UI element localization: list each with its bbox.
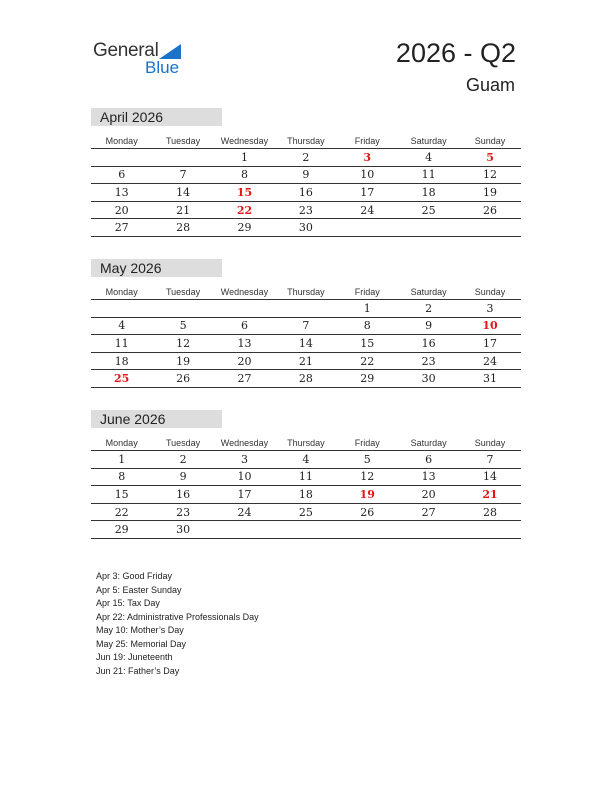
- day-cell: 18: [421, 185, 436, 199]
- weekday-label: Sunday: [474, 135, 506, 146]
- day-cell: 13: [237, 336, 252, 350]
- weekday-label: Friday: [354, 286, 380, 297]
- day-cell: 21: [298, 354, 313, 368]
- week-row: [91, 149, 521, 167]
- holiday-item: Apr 3: Good Friday: [96, 571, 173, 581]
- day-cell: 13: [114, 185, 129, 199]
- week-row: [91, 504, 521, 522]
- weekday-label: Thursday: [287, 286, 325, 297]
- month-may: [91, 259, 521, 388]
- weekday-label: Thursday: [287, 437, 325, 448]
- day-cell: 16: [176, 487, 191, 501]
- weekday-label: Tuesday: [165, 286, 201, 297]
- day-cell: 24: [360, 203, 375, 217]
- holiday-item: Jun 21: Father’s Day: [96, 665, 180, 676]
- day-cell: 20: [114, 203, 129, 217]
- day-cell: 28: [298, 372, 313, 386]
- day-cell: 22: [236, 203, 253, 217]
- day-cell: 19: [176, 354, 191, 368]
- day-cell: 14: [176, 185, 191, 199]
- week-row: [91, 202, 521, 220]
- week-row: [91, 335, 521, 353]
- weekday-label: Wednesday: [220, 437, 269, 448]
- day-cell: 3: [363, 150, 372, 164]
- day-cell: 28: [176, 221, 191, 235]
- day-cell: 23: [298, 203, 313, 217]
- day-cell: 27: [237, 372, 252, 386]
- day-cell: 11: [298, 470, 313, 484]
- day-cell: 11: [114, 336, 129, 350]
- day-cell: 17: [237, 487, 252, 501]
- week-row: [91, 318, 521, 336]
- holiday-item: Apr 15: Tax Day: [96, 598, 160, 608]
- day-cell: 19: [359, 487, 375, 501]
- day-cell: 23: [421, 354, 436, 368]
- weekday-label: Sunday: [474, 286, 506, 297]
- holiday-list: [96, 570, 259, 678]
- day-cell: 7: [486, 452, 494, 466]
- day-cell: 16: [298, 185, 313, 199]
- day-cell: 6: [240, 319, 248, 333]
- day-cell: 14: [298, 336, 313, 350]
- day-cell: 13: [421, 470, 436, 484]
- day-cell: 6: [425, 452, 433, 466]
- week-row: [91, 184, 521, 202]
- logo-text-general: General: [93, 40, 159, 61]
- month-title: May 2026: [91, 259, 222, 277]
- day-cell: 10: [237, 470, 252, 484]
- day-cell: 4: [302, 452, 310, 466]
- day-cell: 21: [176, 203, 191, 217]
- weekday-label: Monday: [105, 437, 138, 448]
- holiday-item: Apr 5: Easter Sunday: [96, 584, 182, 595]
- day-cell: 8: [118, 470, 126, 484]
- week-row: [91, 521, 521, 539]
- day-cell: 14: [483, 470, 498, 484]
- weekday-label: Saturday: [410, 437, 447, 448]
- day-cell: 9: [425, 319, 433, 333]
- day-cell: 27: [114, 221, 129, 235]
- month-title: April 2026: [91, 108, 222, 126]
- day-cell: 30: [176, 523, 191, 537]
- week-row: [91, 370, 521, 388]
- day-cell: 3: [240, 452, 248, 466]
- day-cell: 6: [118, 168, 126, 182]
- day-cell: 8: [363, 319, 371, 333]
- day-cell: 30: [298, 221, 313, 235]
- day-cell: 5: [179, 319, 187, 333]
- day-cell: 4: [425, 150, 433, 164]
- day-cell: 2: [302, 150, 310, 164]
- day-cell: 9: [302, 168, 310, 182]
- day-cell: 17: [360, 185, 375, 199]
- week-row: [91, 353, 521, 371]
- weekday-label: Tuesday: [165, 135, 201, 146]
- day-cell: 9: [179, 470, 187, 484]
- weekday-header-row: [91, 435, 521, 451]
- day-cell: 2: [425, 301, 433, 315]
- day-cell: 12: [176, 336, 191, 350]
- country-name: Guam: [465, 75, 515, 95]
- logo-triangle-icon: [159, 44, 181, 59]
- day-cell: 30: [421, 372, 436, 386]
- week-row: [91, 486, 521, 504]
- day-cell: 24: [483, 354, 498, 368]
- weekday-label: Saturday: [410, 286, 447, 297]
- day-cell: 15: [236, 185, 253, 199]
- day-cell: 5: [486, 150, 494, 164]
- weekday-label: Wednesday: [220, 286, 269, 297]
- day-cell: 15: [114, 487, 129, 501]
- day-cell: 20: [237, 354, 252, 368]
- day-cell: 29: [114, 523, 129, 537]
- day-cell: 25: [298, 505, 313, 519]
- day-cell: 1: [363, 301, 371, 315]
- day-cell: 26: [483, 203, 498, 217]
- day-cell: 7: [302, 319, 310, 333]
- day-cell: 7: [179, 168, 187, 182]
- weekday-label: Friday: [354, 135, 380, 146]
- weekday-label: Friday: [354, 437, 380, 448]
- logo: [93, 40, 193, 80]
- holiday-item: Apr 22: Administrative Professionals Day: [96, 611, 259, 622]
- day-cell: 8: [240, 168, 248, 182]
- day-cell: 25: [421, 203, 436, 217]
- day-cell: 11: [421, 168, 436, 182]
- day-cell: 26: [176, 372, 191, 386]
- week-row: [91, 451, 521, 469]
- day-cell: 25: [114, 372, 130, 386]
- day-cell: 12: [360, 470, 375, 484]
- day-cell: 15: [360, 336, 375, 350]
- day-cell: 1: [118, 452, 126, 466]
- day-cell: 29: [237, 221, 252, 235]
- day-cell: 5: [363, 452, 371, 466]
- weekday-label: Saturday: [410, 135, 447, 146]
- day-cell: 17: [483, 336, 498, 350]
- day-cell: 1: [240, 150, 248, 164]
- holiday-item: May 25: Memorial Day: [96, 638, 187, 649]
- day-cell: 27: [421, 505, 436, 519]
- week-row: [91, 300, 521, 318]
- month-title: June 2026: [91, 410, 222, 428]
- weekday-label: Wednesday: [220, 135, 269, 146]
- day-cell: 24: [237, 505, 252, 519]
- day-cell: 26: [360, 505, 375, 519]
- day-cell: 12: [483, 168, 498, 182]
- week-row: [91, 469, 521, 487]
- day-cell: 3: [486, 301, 494, 315]
- weekday-label: Sunday: [474, 437, 506, 448]
- day-cell: 31: [483, 372, 498, 386]
- day-cell: 22: [114, 505, 129, 519]
- day-cell: 20: [421, 487, 436, 501]
- day-cell: 16: [421, 336, 436, 350]
- day-cell: 10: [360, 168, 375, 182]
- weekday-header-row: [91, 133, 521, 149]
- month-june: [91, 410, 521, 539]
- week-row: [91, 219, 521, 237]
- day-cell: 10: [482, 319, 498, 333]
- month-april: [91, 108, 521, 237]
- day-cell: 22: [360, 354, 375, 368]
- weekday-header-row: [91, 284, 521, 300]
- weekday-label: Monday: [105, 135, 138, 146]
- day-cell: 18: [114, 354, 129, 368]
- holiday-item: May 10: Mother’s Day: [96, 625, 184, 635]
- day-cell: 29: [360, 372, 375, 386]
- day-cell: 19: [483, 185, 498, 199]
- page-title: 2026 - Q2: [395, 38, 516, 68]
- week-row: [91, 167, 521, 185]
- weekday-label: Monday: [105, 286, 138, 297]
- day-cell: 21: [482, 487, 498, 501]
- day-cell: 28: [483, 505, 498, 519]
- logo-text-blue: Blue: [145, 58, 180, 77]
- holiday-item: Jun 19: Juneteenth: [96, 652, 173, 662]
- day-cell: 4: [118, 319, 126, 333]
- weekday-label: Tuesday: [165, 437, 201, 448]
- day-cell: 2: [179, 452, 187, 466]
- weekday-label: Thursday: [287, 135, 325, 146]
- day-cell: 23: [176, 505, 191, 519]
- day-cell: 18: [298, 487, 313, 501]
